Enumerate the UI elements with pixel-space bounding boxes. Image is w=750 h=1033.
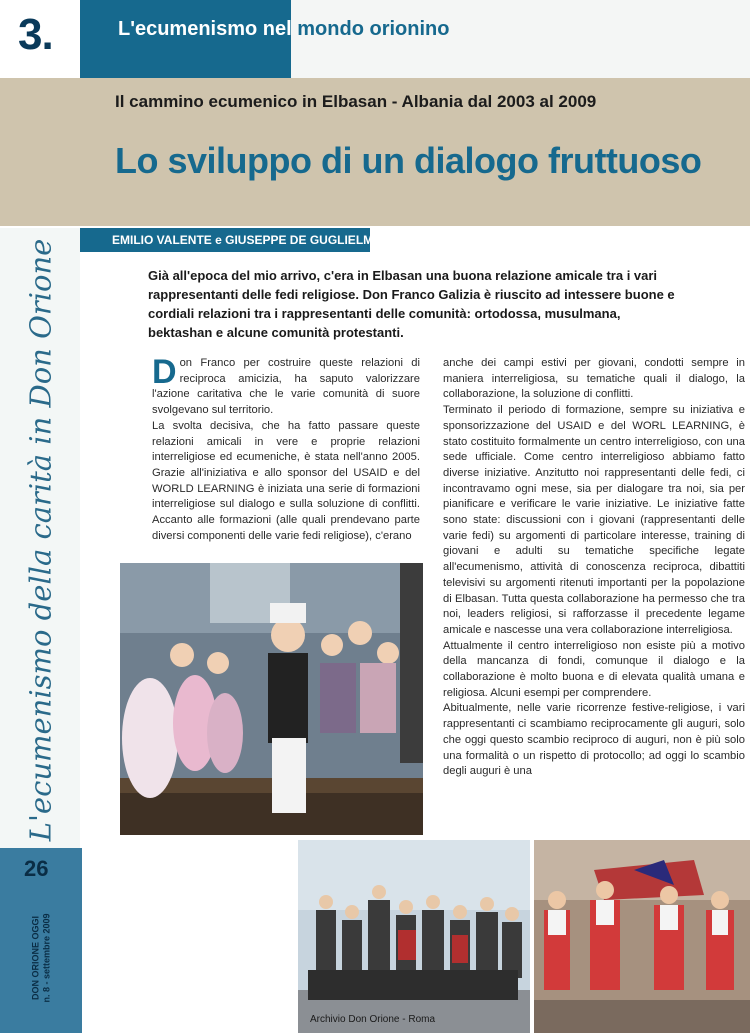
sidebar-vertical-text-box [2,240,78,840]
photo-caption-heading: Nelle foto: [231,860,278,871]
photo-children-stage-image [120,563,423,835]
magazine-issue: n. 8 - settembre 2009 [42,913,53,1003]
photo-caption-text: Attività con bambini e giovani delle diverse fedi presenti in Albania. [119,872,278,895]
article-lead: Già all'epoca del mio arrivo, c'era in Elbasan una buona relazione amicale tra i vari rappresentanti delle fedi religiose. Don Franco Galizia è riuscito ad intessere buone e cordiali relazioni tra i rappresentanti delle comunità: ortodossa, musulmana, bektashan e alcune comunità protestanti. [148,268,675,340]
body-text: on Franco per costruire queste relazioni di reciproca amicizia, ha saputo valorizzare l'azione caritativa che le varie comunità di suore svolgevano sul territorio. [152,357,420,417]
body-paragraph [152,353,420,419]
section-title [118,18,449,41]
section-title-part2: mondo orionino [297,18,450,40]
photo-group-outdoors-image [298,840,530,1033]
section-title-part1: L'ecumenismo nel [118,18,292,40]
article-authors: EMILIO VALENTE e GIUSEPPE DE GUGLIELMO [112,233,383,247]
photo-group-outdoors [298,840,530,1033]
body-column-1 [152,353,420,544]
body-paragraph: Attualmente il centro interreligioso non esiste più a motivo della mancanza di fondi, comunque il dialogo e la collaborazione è molto buona e di elevata qualità umana e religiosa. Alcuni esempi per comprendere. [443,639,745,699]
photo-dancers [534,840,750,1033]
magazine-name: DON ORIONE OGGI [31,915,42,1001]
photo-children-stage [120,563,423,835]
photo-dancers-image [534,840,750,1033]
magazine-info-rotated [31,913,53,1002]
article-subtitle: Il cammino ecumenico in Elbasan - Albania dal 2003 al 2009 [115,92,597,111]
magazine-info [22,890,62,1026]
drop-cap: D [152,353,177,391]
body-column-2 [443,356,745,780]
body-paragraph: anche dei campi estivi per giovani, condotti sempre in maniera interreligiosa, su tematiche quali il dialogo, la collaborazione, la soluzione di conflitti. [443,357,745,401]
photo-caption [118,860,278,896]
body-paragraph: Abitualmente, nelle varie ricorrenze festive-religiose, i vari rappresentanti ci scambiamo reciprocamente gli auguri, solo che oggi questo scambio reciproco di auguri, non è più solo una formalità o un rispetto di protocollo; ad oggi lo scambio degli auguri è una [443,702,745,778]
article-title: Lo sviluppo di un dialogo fruttuoso [115,140,702,181]
body-paragraph: La svolta decisiva, che ha fatto passare queste relazioni amicali in vere e proprie relazioni interreligiose ed ecumeniche, è stata nell'anno 2005. Grazie all'iniziativa e allo sponsor del USAID e del WORLD LEARNING è iniziata una serie di formazioni interreligiose sul dialogo e sulla soluzione di conflitti. Accanto alle formazioni (alle quali prendevano parte diversi componenti delle varie fedi religiose), c'erano [152,419,420,542]
section-number: 3. [18,10,53,59]
page-number: 26 [24,856,49,881]
archive-credit: Archivio Don Orione - Roma [310,1014,436,1025]
body-paragraph: Terminato il periodo di formazione, sempre su iniziativa e sponsorizzazione del USAID e del WORL LEARNING, è stato costituito formalmente un centro interreligioso, con una sede ufficiale. Come centro interreligioso abbiamo fatto diverse iniziative. Anzitutto noi rappresentanti delle fedi, ci incontravamo ogni mese, sia per dialogare tra noi, sia per pianificare e verificare le varie iniziative. Le iniziative fatte sono state: discussioni con i giovani (rappresentanti delle varie fedi) su argomenti di particolare interesse, training di giovani e adulti su tematiche specifiche legate all'ecumenismo, attività di conoscenza reciproca, dibattiti televisivi su argomenti ritenuti importanti per la popolazione di Elbasan. Tutta questa collaborazione ha permesso che tra noi, leaders religiosi, si rafforzasse il precedente legame amicale e nascesse una vera collaborazione interreligiosa. [443,404,745,636]
sidebar-vertical-text: L'ecumenismo della carità in Don Orione [23,238,57,842]
